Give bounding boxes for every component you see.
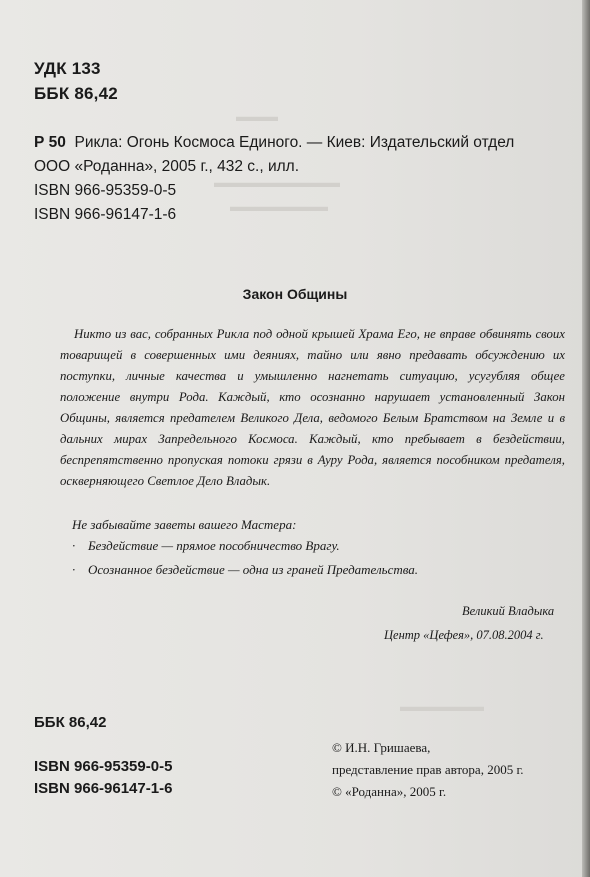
catalog-code: Р 50 xyxy=(34,134,66,151)
show-through-decoration: ▬▬▬▬▬▬▬▬▬ xyxy=(214,176,340,191)
warning-line: Не забывайте заветы вашего Мастера: xyxy=(72,517,297,532)
bullet-text: Осознанное бездействие — одна из граней Предательства. xyxy=(88,562,419,577)
catalog-entry-line1 xyxy=(34,132,514,154)
bullet-item xyxy=(72,562,418,578)
show-through-decoration: ▬▬▬ xyxy=(236,110,278,125)
page-spine-shadow xyxy=(582,0,590,877)
signature: Великий Владыка xyxy=(462,604,555,618)
bullet-text: Бездействие — прямое пособничество Врагу. xyxy=(88,538,340,553)
copyright-rights: представление прав автора, 2005 г. xyxy=(332,762,524,777)
catalog-isbn-1: ISBN 966-95359-0-5 xyxy=(34,182,177,199)
catalog-description: Рикла: Огонь Космоса Единого. — Киев: Издательский отдел xyxy=(74,134,515,151)
page-title: Закон Общины xyxy=(242,286,348,302)
bbk-code: ББК 86,42 xyxy=(34,84,118,103)
footer-isbn-2: ISBN 966-96147-1-6 xyxy=(34,780,173,797)
show-through-decoration: ▬▬▬▬▬▬▬ xyxy=(230,200,328,215)
bullet-item xyxy=(72,538,340,554)
footer-bbk: ББК 86,42 xyxy=(34,714,107,731)
udk-code: УДК 133 xyxy=(34,59,101,78)
footer-isbn-1: ISBN 966-95359-0-5 xyxy=(34,758,173,775)
place-date: Центр «Цефея», 07.08.2004 г. xyxy=(384,628,544,642)
catalog-isbn-2: ISBN 966-96147-1-6 xyxy=(34,206,177,223)
bullet-marker: · xyxy=(72,562,76,577)
copyright-publisher: © «Роданна», 2005 г. xyxy=(332,784,447,799)
bullet-marker: · xyxy=(72,538,76,553)
law-paragraph: Никто из вас, собранных Рикла под одной крышей Храма Его, не вправе обвинять своих товарищей в совершенных ими деяниях, тайно или явно предавать обсуждению их поступки, личные качества и умышленно нагнетать ситуацию, усугубляя общее положение внутри Рода. Каждый, кто осознанно нарушает установленный Закон Общины, является предателем Великого Дела, ведомого Белым Братством на Земле и в дальних мирах Запредельного Космоса. Каждый, кто пребывает в бездействии, беспрепятственно пропуская потоки грязи в Ауру Рода, является пособником предателя, оскверняющего Светлое Дело Владык. xyxy=(60,327,565,488)
copyright-author: © И.Н. Гришаева, xyxy=(332,740,431,755)
show-through-decoration: ▬▬▬▬▬▬ xyxy=(400,700,484,715)
catalog-entry-line2: ООО «Роданна», 2005 г., 432 с., илл. xyxy=(34,158,300,175)
